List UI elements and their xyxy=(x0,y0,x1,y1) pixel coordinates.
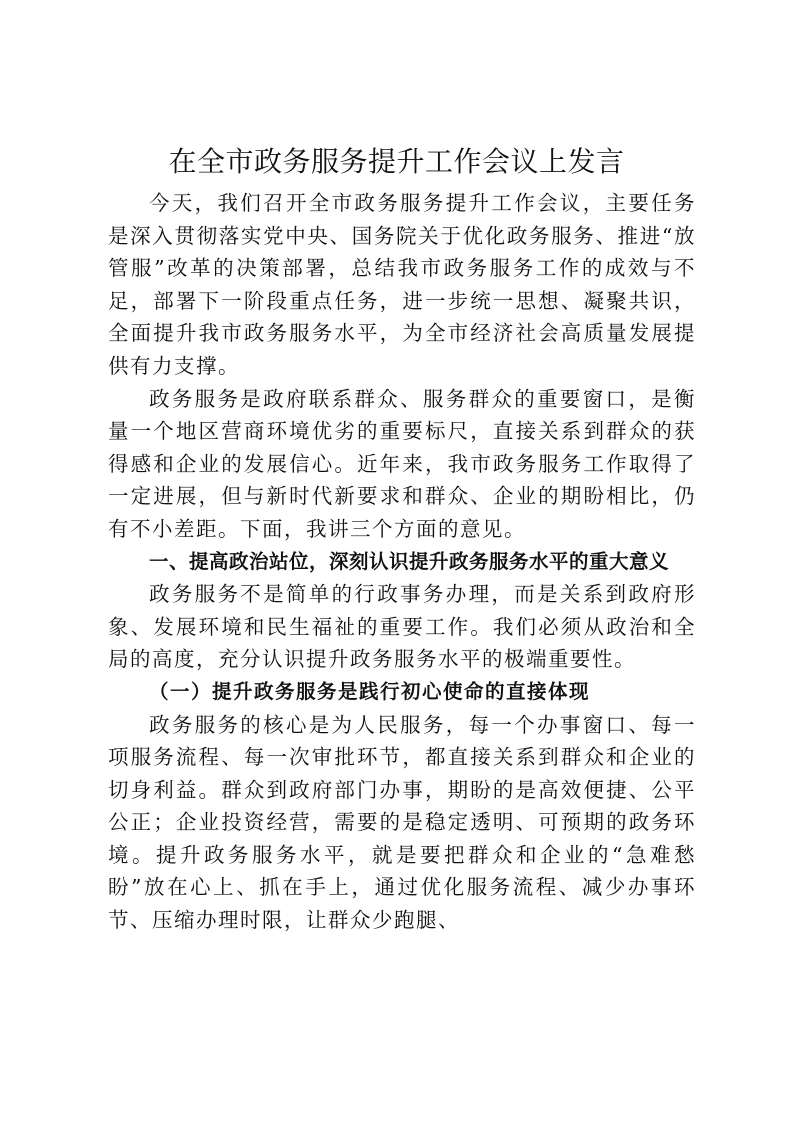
intro-paragraph: 今天，我们召开全市政务服务提升工作会议，主要任务是深入贯彻落实党中央、国务院关于优化政务服务、推进“放管服”改革的决策部署，总结我市政务服务工作的成效与不足，部署下一阶段重点任务，进一步统一思想、凝聚共识，全面提升我市政务服务水平，为全市经济社会高质量发展提供有力支撑。 xyxy=(108,191,696,378)
section-heading: 一、提高政治站位，深刻认识提升政务服务水平的重大意义 xyxy=(149,549,670,573)
section-paragraph: 政务服务不是简单的行政事务办理，而是关系到政府形象、发展环境和民生福祉的重要工作。我们必须从政治和全局的高度，充分认识提升政务服务水平的极端重要性。 xyxy=(108,582,696,672)
document-title: 在全市政务服务提升工作会议上发言 xyxy=(168,145,625,178)
document-body xyxy=(108,187,696,937)
subsection-paragraph: 政务服务的核心是为人民服务，每一个办事窗口、每一项服务流程、每一次审批环节，都直接关系到群众和企业的切身利益。群众到政府部门办事，期盼的是高效便捷、公平公正；企业投资经营，需要的是稳定透明、可预期的政务环境。提升政务服务水平，就是要把群众和企业的“急难愁盼”放在心上、抓在手上，通过优化服务流程、减少办事环节、压缩办理时限，让群众少跑腿、 xyxy=(108,712,696,933)
context-paragraph: 政务服务是政府联系群众、服务群众的重要窗口，是衡量一个地区营商环境优劣的重要标尺，直接关系到群众的获得感和企业的发展信心。近年来，我市政务服务工作取得了一定进展，但与新时代新要求和群众、企业的期盼相比，仍有不小差距。下面，我讲三个方面的意见。 xyxy=(108,386,696,541)
subsection-heading: （一）提升政务服务是践行初心使命的直接体现 xyxy=(149,679,591,703)
